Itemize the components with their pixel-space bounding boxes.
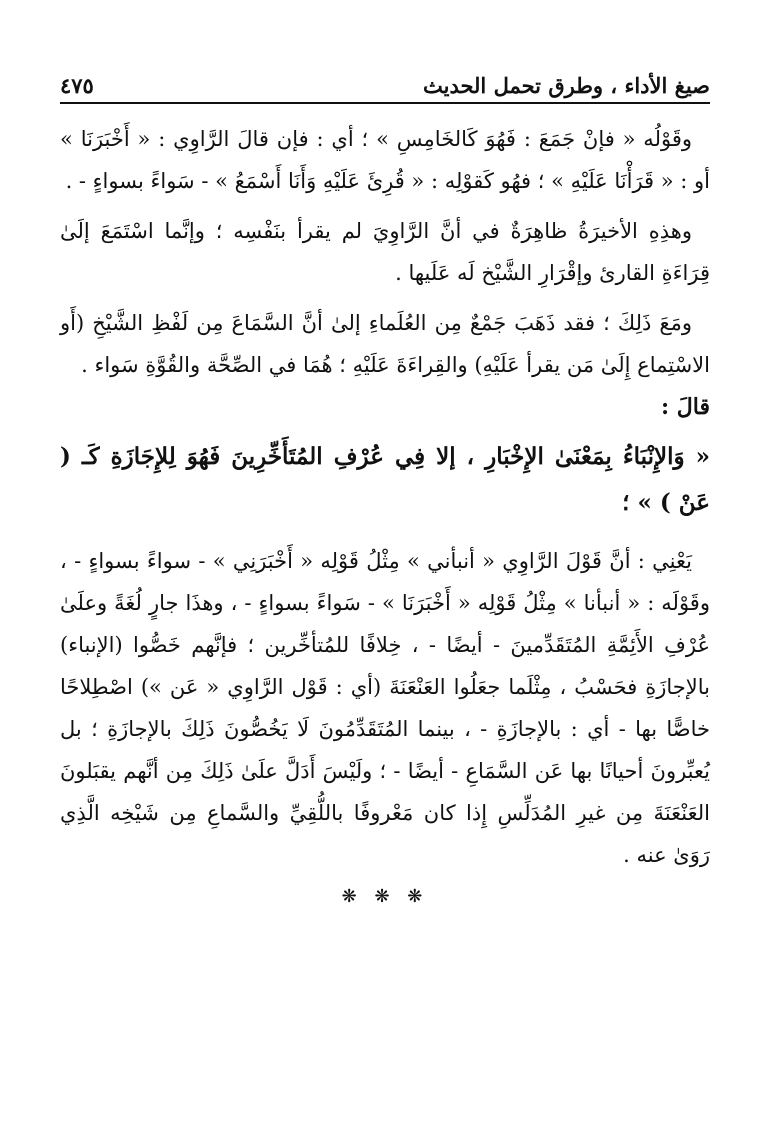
page-body (60, 118, 710, 907)
paragraph-2: وهذِهِ الأخيرَةُ ظاهِرَةٌ في أنَّ الرَّاوِيَ لم يقرأ بنَفْسِه ؛ وإنَّما اسْتَمَعَ إلَىٰ قِرَاءَةِ القارئ وإقْرَارِ الشَّيْخ لَه عَلَيها . (60, 219, 710, 285)
book-page (60, 58, 710, 907)
matn-quote: « وَالإِنْبَاءُ بِمَعْنَىٰ الإِخْبَارِ ، إلا فِي عُرْفِ المُتَأَخِّرِينَ فَهُوَ لِلإِجَازَةِ كَـ ( عَنْ ) » ؛ (60, 443, 710, 516)
header-title: صيغ الأداء ، وطرق تحمل الحديث (422, 73, 710, 98)
paragraph-3: ومَعَ ذَلِكَ ؛ فقد ذَهَبَ جَمْعٌ مِن العُلَماءِ إلىٰ أنَّ السَّمَاعَ مِن لَفْظِ الشَّيْخِ (أَو الاسْتِماع إِلَىٰ مَن يقرأ عَلَيْهِ) والقِراءَةَ عَلَيْهِ ؛ هُمَا في الصِّحَّة والقُوَّةِ سَواء . (60, 311, 710, 377)
section-end-ornament: ❋ ❋ ❋ (341, 886, 429, 907)
paragraph-1: وقَوْلُه « فإنْ جَمَعَ : فَهُوَ كَالخَامِسِ » ؛ أي : فإن قالَ الرَّاوِي : « أَخْبَرَنَا » أو : « قَرَأْنَا عَلَيْهِ » ؛ فهُو كَقوْلِه : « قُرِئَ عَلَيْهِ وَأَنَا أَسْمَعُ » - سَواءً بسواءٍ - . (60, 127, 710, 193)
running-header (60, 58, 710, 104)
section-label: قالَ : (661, 394, 710, 420)
page-number: ٤٧٥ (60, 73, 94, 98)
commentary-paragraph: يَعْنِي : أنَّ قَوْلَ الرَّاوِي « أنبأني » مِثْلُ قَوْلِه « أَخْبَرَنِي » - سواءً بسواءٍ - ، وقَوْلَه : « أنبأنا » مِثْلُ قَوْلِه « أَخْبَرَنَا » - سَواءً بسواءٍ - ، وهذَا جارٍ لُغَةً وعلَىٰ عُرْفِ الأَئِمَّةِ المُتَقَدِّمينَ - أيضًا - ، خِلافًا للمُتأخِّرين ؛ فإنَّهم خَصُّوا (الإنباء) بالإجازَةِ فحَسْبُ ، مِثْلَما جعَلُوا العَنْعَنَةَ (أي : قَوْل الرَّاوِي « عَن ») اصْطِلاحًا خاصًّا بها - أي : بالإجازَةِ - ، بينما المُتَقَدِّمُونَ لَا يَخُصُّونَ ذَلِكَ بالإجازَةِ ؛ بل يُعبِّرونَ أحيانًا بها عَن السَّمَاعِ - أيضًا - ؛ ولَيْسَ أَدَلَّ علَىٰ ذَلِكَ مِن أنَّهم يقبَلونَ العَنْعَنَةَ مِن غيرِ المُدَلِّسِ إِذا كان مَعْروفًا باللُّقِيِّ والسَّماعِ مِن شَيْخِه الَّذِي رَوَىٰ عنه . (60, 549, 711, 867)
